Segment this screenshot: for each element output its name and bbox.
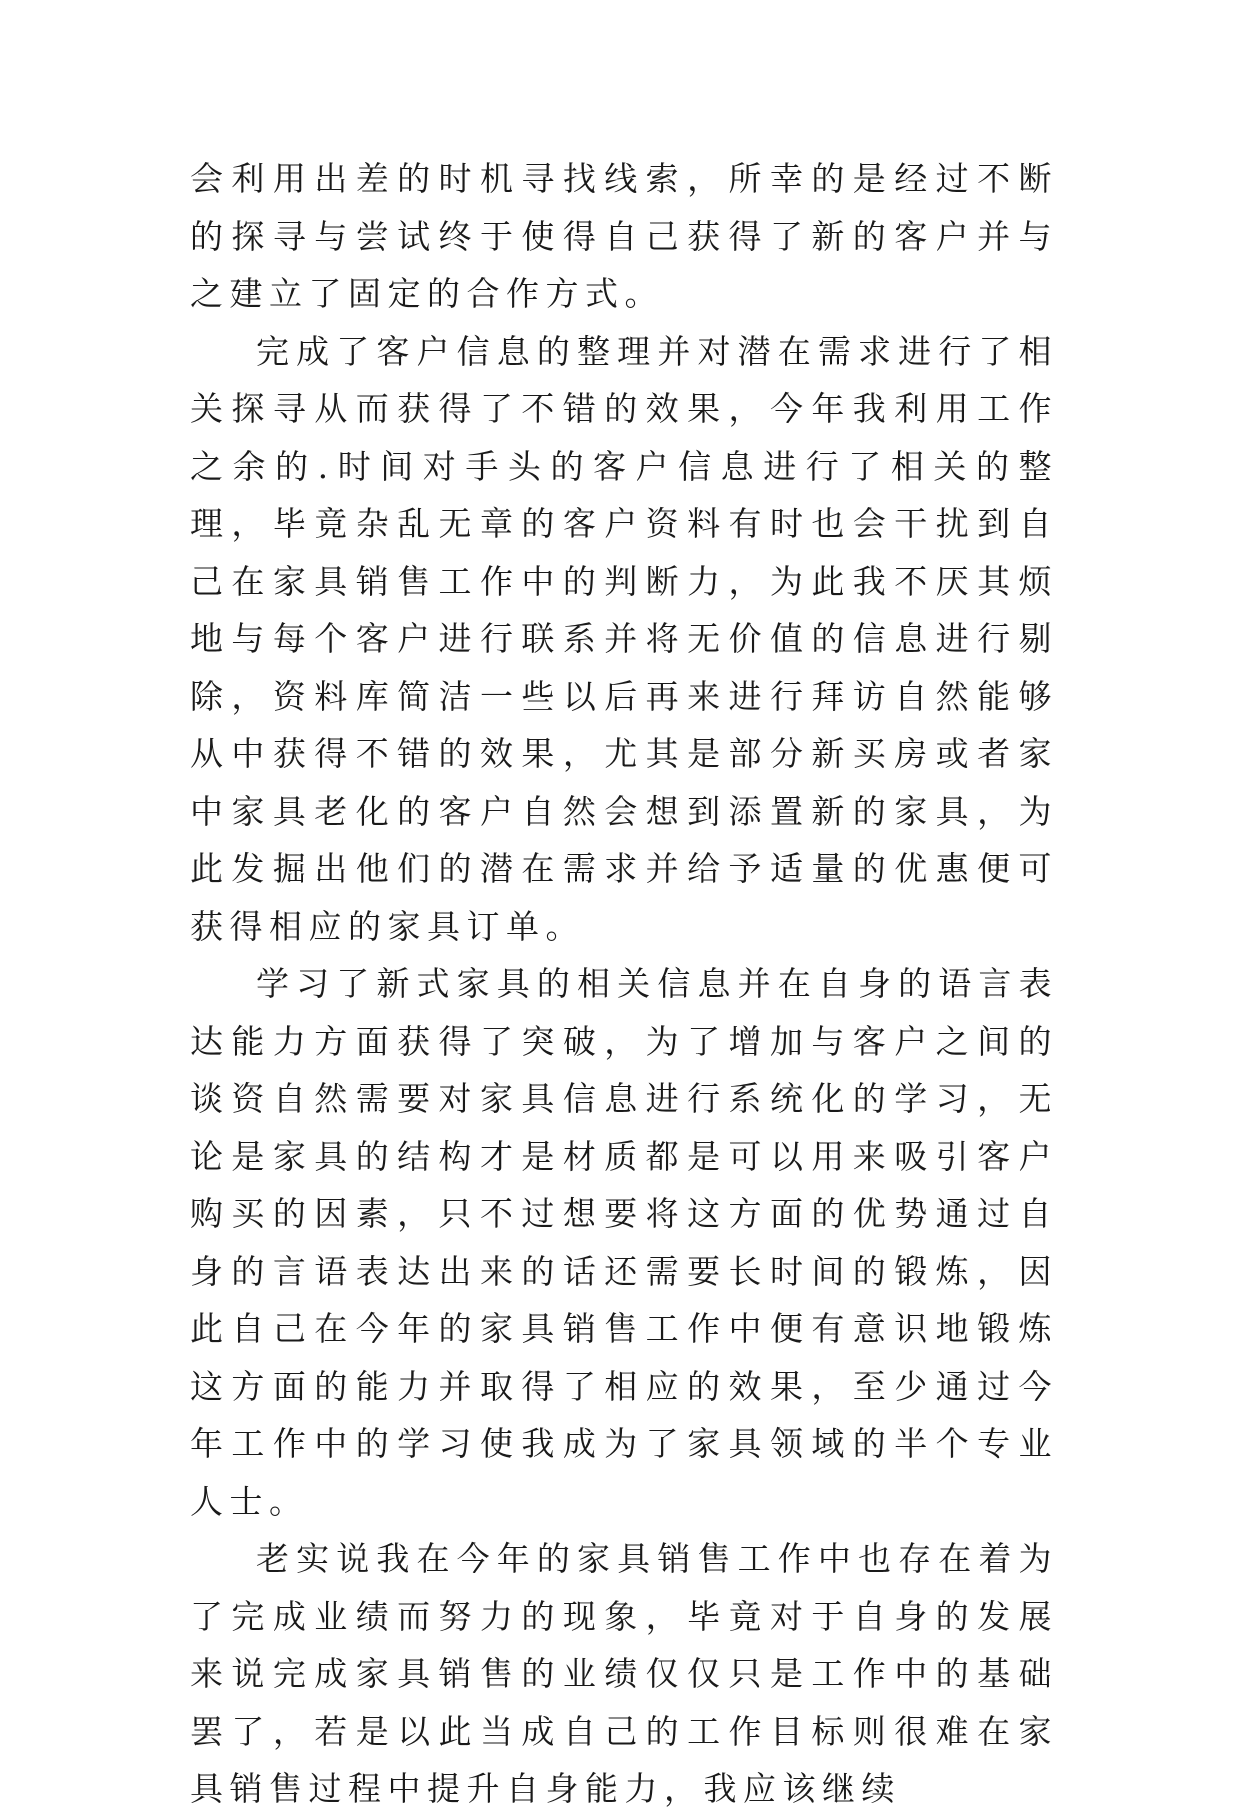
paragraph-4: 老实说我在今年的家具销售工作中也存在着为了完成业绩而努力的现象，毕竟对于自身的发展来说完成家具销售的业绩仅仅只是工作中的基础罢了，若是以此当成自己的工作目标则很难在家具销售过程中提升自身能力，我应该继续: [190, 1539, 1058, 1808]
paragraph-1: 会利用出差的时机寻找线索，所幸的是经过不断的探寻与尝试终于使得自己获得了新的客户并与之建立了固定的合作方式。: [190, 159, 1058, 313]
document-body: [190, 150, 1058, 1818]
paragraph-3: 学习了新式家具的相关信息并在自身的语言表达能力方面获得了突破，为了增加与客户之间的谈资自然需要对家具信息进行系统化的学习，无论是家具的结构才是材质都是可以用来吸引客户购买的因素，只不过想要将这方面的优势通过自身的言语表达出来的话还需要长时间的锻炼，因此自己在今年的家具销售工作中便有意识地锻炼这方面的能力并取得了相应的效果，至少通过今年工作中的学习使我成为了家具领域的半个专业人士。: [190, 964, 1058, 1521]
paragraph-2: 完成了客户信息的整理并对潜在需求进行了相关探寻从而获得了不错的效果，今年我利用工作之余的.时间对手头的客户信息进行了相关的整理，毕竟杂乱无章的客户资料有时也会干扰到自己在家具销售工作中的判断力，为此我不厌其烦地与每个客户进行联系并将无价值的信息进行剔除，资料库简洁一些以后再来进行拜访自然能够从中获得不错的效果，尤其是部分新买房或者家中家具老化的客户自然会想到添置新的家具，为此发掘出他们的潜在需求并给予适量的优惠便可获得相应的家具订单。: [190, 331, 1058, 946]
